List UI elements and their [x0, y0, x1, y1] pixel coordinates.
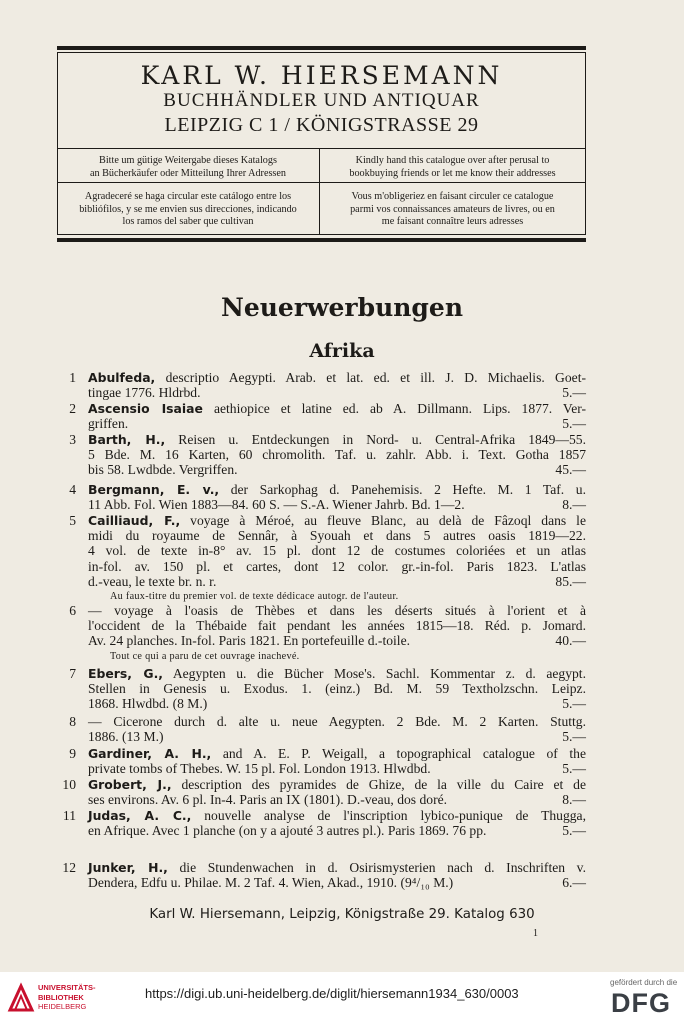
catalogue-entry [88, 432, 586, 478]
entry-number: 3 [69, 432, 76, 447]
catalogue-entry [88, 860, 586, 890]
entry-text: voyage à Méroé, au fleuve Blanc, au delà de Fâzoql dans le [190, 513, 586, 528]
university-seal-icon [6, 982, 36, 1014]
entry-text: Reisen u. Entdeckungen in Nord- u. Central-Afrika 1849—55. [178, 432, 586, 447]
entry-author: Ascensio Isaiae [88, 401, 203, 416]
entry-author: Barth, H., [88, 432, 166, 447]
notice-french: Vous m'obligeriez en faisant circuler ce catalogue parmi vos connaissances amateurs de livres, ou en me faisant connaître leurs adresses [350, 191, 555, 227]
entry-text: — Cicerone durch d. alte u. neue Aegypten. 2 Bde. M. 2 Karten. Stuttg. [88, 714, 586, 729]
entry-number: 1 [69, 370, 76, 385]
notice-english: Kindly hand this catalogue over after perusal to bookbuying friends or let me know their addresses [349, 155, 556, 179]
entry-text: private tombs of Thebes. W. 15 pl. Fol. London 1913. Hlwdbd. [88, 761, 431, 777]
page-number: 1 [533, 928, 538, 939]
entry-text: midi du royaume de Sennâr, à Syouah et dans 5 autres oasis 1819—22. [88, 528, 586, 544]
entry-line [88, 416, 586, 431]
entry-price: 5.— [562, 823, 586, 839]
notice-german: Bitte um gütige Weitergabe dieses Katalogs an Bücherkäufer oder Mitteilung Ihrer Adressen [89, 155, 287, 179]
letterhead-box [57, 52, 586, 235]
entry-text: d.-veau, le texte br. n. r. [88, 573, 217, 589]
entry-number: 10 [62, 777, 76, 792]
entry-line [88, 432, 586, 447]
catalogue-entry [88, 603, 586, 649]
entry-line [88, 370, 586, 385]
entry-line [88, 633, 586, 648]
entry-number: 7 [69, 666, 76, 681]
entry-line [88, 618, 586, 633]
entry-line [88, 513, 586, 528]
entry-text: Stellen in Genesis u. Exodus. 1. (einz.) Bd. M. 59 Textholzschn. Leipz. [88, 681, 586, 697]
catalogue-entry [88, 482, 586, 512]
entry-author: Gardiner, A. H., [88, 746, 212, 761]
entry-line [88, 482, 586, 497]
entry-text: 11 Abb. Fol. Wien 1883—84. 60 S. — S.-A. Wiener Jahrb. Bd. 1—2. [88, 497, 465, 513]
entry-line [88, 543, 586, 558]
entry-line [88, 528, 586, 543]
firm-address: LEIPZIG C 1 / KÖNIGSTRASSE 29 [164, 114, 479, 136]
catalogue-entry [88, 777, 586, 807]
entry-number: 4 [69, 482, 76, 497]
entry-line [88, 714, 586, 729]
entry-price: 5.— [562, 696, 586, 712]
entry-note: Au faux-titre du premier vol. de texte dédicace autogr. de l'auteur. [110, 591, 399, 602]
entry-line [88, 792, 586, 807]
entry-text: die Stundenwachen in d. Osirismysterien nach d. Inschriften v. [179, 860, 586, 875]
entry-text: en Afrique. Avec 1 planche (on y a ajouté 3 autres pl.). Paris 1869. 76 pp. [88, 823, 487, 839]
entry-author: Grobert, J., [88, 777, 172, 792]
entry-text: descriptio Aegypti. Arab. et lat. ed. et ill. J. D. Michaelis. Goet- [165, 370, 586, 385]
dfg-logo: DFG [611, 988, 671, 1018]
entry-text: nouvelle analyse de l'inscription lybico-punique de Thugga, [204, 808, 586, 823]
entry-line [88, 666, 586, 681]
entry-line [88, 875, 586, 890]
entry-line [88, 401, 586, 416]
entry-number: 9 [69, 746, 76, 761]
funder-caption: gefördert durch die [610, 978, 678, 987]
entry-line [88, 808, 586, 823]
entry-text: 5 Bde. M. 16 Karten, 60 chromolith. Taf. u. zahlr. Abb. i. Text. Gotha 1857 [88, 447, 586, 463]
entry-text: description des pyramides de Ghize, de la ville du Caire et de [181, 777, 586, 792]
entry-line [88, 696, 586, 711]
entry-text: 1886. (13 M.) [88, 729, 164, 745]
entry-price: 8.— [562, 497, 586, 513]
notice-spanish: Agradeceré se haga circular este catálogo entre los bibliófilos, y se me envien sus direcciones, indicando los ramos del saber que cultivan [79, 191, 297, 227]
entry-number: 6 [69, 603, 76, 618]
page-title: Neuerwerbungen [220, 293, 463, 322]
firm-name: KARL W. HIERSEMANN [140, 61, 503, 90]
entry-author: Abulfeda, [88, 370, 156, 385]
entry-line [88, 447, 586, 462]
entry-price: 5.— [562, 761, 586, 777]
top-rule [57, 46, 586, 50]
permalink-url[interactable]: https://digi.ub.uni-heidelberg.de/diglit/hiersemann1934_630/0003 [145, 986, 519, 1001]
entry-text: Aegypten u. die Bücher Mose's. Sachl. Kommentar z. d. aegypt. [172, 666, 586, 681]
entry-price: 6.— [562, 875, 586, 891]
entry-text: ses environs. Av. 6 pl. In-4. Paris an IX (1801). D.-veau, dos doré. [88, 792, 448, 808]
entry-text: in-fol. av. 150 pl. et cartes, dont 12 color. gr.-in-fol. Paris 1823. L'atlas [88, 558, 586, 574]
entry-line [88, 497, 586, 512]
entry-number: 5 [69, 513, 76, 528]
entry-number: 2 [69, 401, 76, 416]
entry-price: 8.— [562, 792, 586, 808]
entry-line [88, 860, 586, 875]
catalogue-entry [88, 401, 586, 431]
entry-price: 5.— [562, 729, 586, 745]
firm-trade: BUCHHÄNDLER UND ANTIQUAR [163, 90, 480, 111]
entry-line [88, 777, 586, 792]
entry-line [88, 462, 586, 477]
entry-number: 11 [62, 808, 76, 823]
entry-text: l'occident de la Thébaide fait pendant les années 1815—18. Réd. p. Jomard. [88, 618, 586, 634]
entry-text: Av. 24 planches. In-fol. Paris 1821. En portefeuille d.-toile. [88, 633, 411, 649]
entry-text: der Sarkophag d. Panehemisis. 2 Hefte. M. 1 Taf. u. [230, 482, 586, 497]
catalogue-entry [88, 808, 586, 838]
entry-text: Dendera, Edfu u. Philae. M. 2 Taf. 4. Wien, Akad., 1910. (9⁴/₁₀ M.) [88, 875, 454, 891]
entry-text: — voyage à l'oasis de Thèbes et dans les déserts situés à l'orient et à [88, 603, 586, 618]
bottom-rule [57, 238, 586, 242]
entry-price: 40.— [555, 633, 586, 649]
entry-text: griffen. [88, 416, 129, 432]
catalogue-entry [88, 714, 586, 744]
entry-author: Bergmann, E. v., [88, 482, 220, 497]
entry-line [88, 761, 586, 776]
catalogue-entry [88, 513, 586, 589]
entry-line [88, 385, 586, 400]
entry-text: 4 vol. de texte in-8° av. 15 pl. dont 12 de costumes coloriées et un atlas [88, 543, 586, 559]
entry-text: tingae 1776. Hldrbd. [88, 385, 201, 401]
entry-author: Judas, A. C., [88, 808, 192, 823]
entry-author: Cailliaud, F., [88, 513, 181, 528]
entry-number: 8 [69, 714, 76, 729]
viewer-footer-bar [0, 972, 684, 1024]
entry-line [88, 729, 586, 744]
entry-line [88, 681, 586, 696]
entry-text: aethiopice et latine ed. ab A. Dillmann. Lips. 1877. Ver- [213, 401, 587, 416]
entry-note: Tout ce qui a paru de cet ouvrage inachevé. [110, 650, 300, 662]
section-heading: Afrika [309, 340, 375, 362]
university-library-label: UNIVERSITÄTS- BIBLIOTHEK HEIDELBERG [38, 983, 96, 1011]
entry-line [88, 603, 586, 618]
entry-price: 45.— [555, 462, 586, 478]
entry-line [88, 823, 586, 838]
entry-number: 12 [62, 860, 76, 875]
entry-price: 85.— [555, 573, 586, 589]
catalogue-footer: Karl W. Hiersemann, Leipzig, Königstraße 29. Katalog 630 [149, 907, 535, 922]
entry-line [88, 574, 586, 589]
entry-text: 1868. Hlwdbd. (8 M.) [88, 696, 208, 712]
entry-author: Ebers, G., [88, 666, 163, 681]
entry-line [88, 559, 586, 574]
entry-line [88, 746, 586, 761]
catalogue-entry [88, 746, 586, 776]
catalogue-entry [88, 370, 586, 400]
entry-price: 5.— [562, 385, 586, 401]
entry-text: bis 58. Lwdbde. Vergriffen. [88, 462, 238, 478]
entry-text: and A. E. P. Weigall, a topographical catalogue of the [222, 746, 586, 761]
catalogue-entry [88, 666, 586, 712]
entry-price: 5.— [562, 416, 586, 432]
entry-author: Junker, H., [88, 860, 168, 875]
